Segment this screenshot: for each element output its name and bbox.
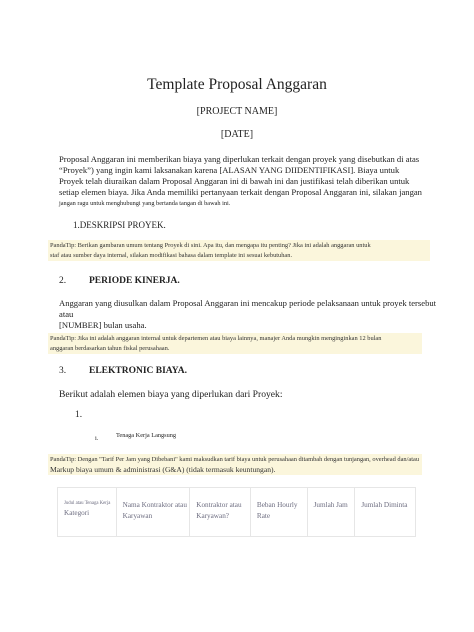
list-number-1: 1. (75, 410, 83, 420)
header-label: Jumlah Diminta (361, 501, 408, 509)
tip-line: anggaran berdasarkan tahun fiskal perusahaan. (50, 344, 170, 352)
section-heading-2 (89, 276, 180, 286)
section-heading-3-text: ELEKTRONIC BIAYA. (89, 366, 188, 376)
section-heading-2-text: PERIODE KINERJA. (89, 276, 180, 286)
section-heading-1: 1.DESKRIPSI PROYEK. (73, 220, 166, 230)
intro-line: Proyek telah diuraikan dalam Proposal Anggaran ini di bawah ini dan justifikasi telah diberikan untuk (59, 176, 410, 186)
intro-line: “Proyek”) yang ingin kami laksanakan karena [ALASAN YANG DIIDENTIFIKASI]. Biaya untuk (59, 165, 400, 175)
cost-table-header (57, 487, 416, 537)
tip-line: PandaTip: Jika ini adalah anggaran internal untuk departemen atau biaya lainnya, manajer Anda mungkin menginginkan 12 bulan (50, 335, 382, 342)
intro-line: setiap elemen biaya. Jika Anda memiliki pertanyaan terkait dengan Proposal Anggaran ini, silakan jangan (59, 187, 422, 197)
intro-line: Proposal Anggaran ini memberikan biaya yang diperlukan terkait dengan proyek yang disebutkan di atas (59, 154, 420, 164)
table-header-cell (251, 488, 308, 536)
table-header-cell (57, 488, 117, 536)
table-header-cell (190, 488, 251, 536)
tip-line: staf atau sumber daya internal, silakan modifikasi bahasa dalam template ini sesuai kebutuhan. (50, 251, 293, 259)
panda-tip-1 (48, 240, 430, 261)
header-label: Nama Kontraktor atau Karyawan (122, 501, 187, 520)
body-line: [NUMBER] bulan usaha. (59, 320, 147, 330)
section-heading-3 (89, 366, 187, 376)
list-number-i: i. (95, 435, 99, 442)
list-item-labor: Tenaga Kerja Langsung (116, 432, 177, 439)
header-label: Kategori (64, 509, 90, 517)
intro-line: jangan ragu untuk menghubungi yang bertanda tangan di bawah ini. (59, 200, 231, 207)
document-title: Template Proposal Anggaran (147, 76, 327, 93)
tip-line: PandaTip: Berikan gambaran umum tentang Proyek di sini. Apa itu, dan mengapa itu penting? Jika ini adalah anggaran untuk (50, 242, 371, 249)
tip-line: PandaTip: Dengan "Tarif Per Jam yang Dibebani" kami maksudkan tarif biaya untuk perusahaan ditambah dengan tunjangan, overhead dan/atau (50, 456, 420, 463)
header-label: Kontraktor atau Karyawan? (196, 501, 242, 520)
panda-tip-3 (48, 454, 422, 475)
project-name: [PROJECT NAME] (196, 106, 278, 117)
document-date: [DATE] (220, 129, 254, 140)
section-number-3: 3. (59, 366, 67, 376)
tip-line: Markup biaya umum & administrasi (G&A) (tidak termasuk keuntungan). (50, 464, 276, 474)
intro-paragraph (59, 154, 425, 209)
body-line: Anggaran yang diusulkan dalam Proposal Anggaran ini mencakup periode pelaksanaan untuk proyek tersebut atau (59, 298, 437, 319)
table-header-cell (117, 488, 191, 536)
section-number-2: 2. (59, 276, 67, 286)
header-label: Beban Hourly Rate (256, 501, 298, 520)
header-label: Jumlah Jam (313, 501, 348, 509)
header-small-text: Judul atau Tenaga Kerja (64, 501, 111, 506)
table-header-cell (355, 488, 416, 536)
section-3-body: Berikut adalah elemen biaya yang diperlukan dari Proyek: (59, 389, 283, 400)
panda-tip-2 (48, 333, 422, 354)
section-2-body (59, 298, 439, 331)
table-header-cell (308, 488, 356, 536)
